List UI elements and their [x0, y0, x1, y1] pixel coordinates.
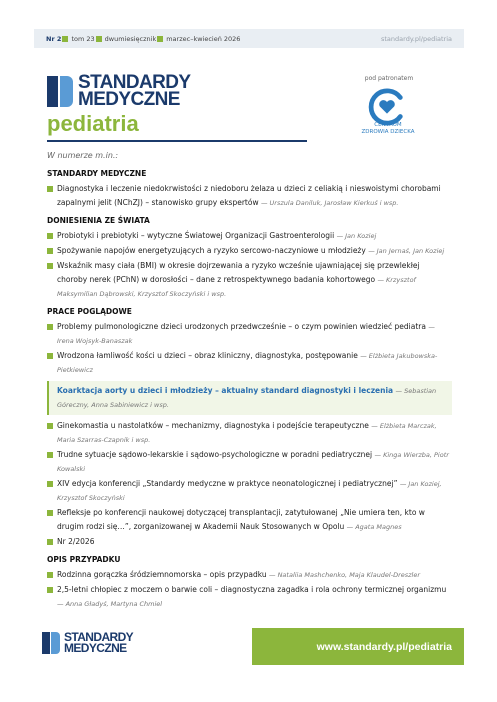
bullet-square-icon [96, 36, 102, 42]
bullet-square-icon [47, 510, 53, 516]
bullet-square-icon [47, 481, 53, 487]
frequency: dwumiesięcznik [104, 34, 157, 43]
patron-label: pod patronatem [364, 75, 414, 82]
bullet-square-icon [47, 423, 53, 429]
footer-logo [42, 632, 133, 654]
list-item[interactable]: Refleksje po konferencji naukowej dotyczącej transplantacji, zatytułowanej „Nie umiera ten, kto w drugim rodzi się…”, zorganizowanej w Akademii Nauk Stosowanych w Opolu — Agata Magnes [47, 506, 452, 534]
bullet-square-icon [47, 452, 53, 458]
bullet-square-icon [47, 233, 53, 239]
list-item[interactable]: XIV edycja konferencji „Standardy medyczne w praktyce neonatologicznej i pediatrycznej” — Jan Koziej, Krzysztof Skoczyński [47, 477, 452, 505]
featured-article[interactable] [47, 381, 452, 415]
standardy-medyczne-logo [47, 74, 190, 108]
table-of-contents [47, 151, 452, 612]
logo-line-1: STANDARDY [78, 72, 191, 93]
list-item[interactable]: Probiotyki i prebiotyki – wytyczne Światowej Organizacji Gastroenterologii — Jan Koziej [47, 229, 452, 243]
footer-url-tail: pediatria [408, 640, 452, 653]
list-item[interactable]: 2,5-letni chłopiec z moczem o barwie coli – diagnostyczna zagadka i rola ochrony termicznej organizmu — Anna Gładyś, Martyna Chmiel [47, 583, 452, 611]
issue-info-bar [34, 29, 464, 48]
section-title: OPIS PRZYPADKU [47, 555, 121, 564]
logo-line-2: MEDYCZNE [78, 89, 180, 110]
footer-url-main: www.standardy.pl/ [316, 640, 409, 653]
bullet-square-icon [47, 353, 53, 359]
list-item[interactable]: Problemy pulmonologiczne dzieci urodzonych przedwcześnie – o czym powinien wiedzieć pediatra — Irena Wojsyk-Banaszak [47, 320, 452, 348]
bullet-square-icon [47, 186, 53, 192]
bullet-square-icon [47, 539, 53, 545]
footer-url-link[interactable] [252, 628, 464, 665]
footer-logo-line-1: STANDARDY [64, 630, 134, 644]
divider [47, 140, 307, 142]
centrum-zdrowia-dziecka-logo-icon [368, 88, 406, 126]
bullet-square-icon [47, 248, 53, 254]
section-title: PRACE POGLĄDOWE [47, 307, 132, 316]
list-item[interactable]: Nr 2/2026 [47, 535, 452, 549]
bullet-square-icon [47, 572, 53, 578]
logo-text [78, 74, 190, 108]
bullet-square-icon [47, 263, 53, 269]
volume: tom 23 [71, 34, 95, 43]
issue-date: marzec–kwiecień 2026 [166, 34, 241, 43]
bullet-square-icon [47, 587, 53, 593]
featured-authors: — Sebastian Góreczny, Anna Sabiniewicz i wsp. [57, 387, 437, 409]
intro-text: W numerze m.in.: [47, 151, 119, 160]
list-item[interactable]: Diagnostyka i leczenie niedokrwistości z niedoboru żelaza u dzieci z celiakią i nieswoistymi chorobami zapalnymi jelit (NChZJ) – stanowisko grupy ekspertów — Urszula Daniluk, Jarosław Kierkuś i wsp. [47, 182, 452, 210]
journal-name: pediatria [47, 111, 139, 136]
featured-title: Koarktacja aorty u dzieci i młodzieży – aktualny standard diagnostyki i leczenia [57, 386, 394, 395]
logo-mark-icon [47, 76, 73, 107]
section-title: DONIESIENIA ZE ŚWIATA [47, 216, 150, 225]
patron-name: CENTRUM ZDROWIA DZIECKA [361, 122, 415, 135]
issue-number: Nr 2 [46, 34, 62, 43]
site-link[interactable]: standardy.pl/pediatria [381, 34, 452, 43]
list-item[interactable]: Wskaźnik masy ciała (BMI) w okresie dojrzewania a ryzyko wcześnie ujawniającej się przewlekłej choroby nerek (PChN) w dorosłości – dane z retrospektywnego badania kohortowego — Krzysztof Maksymilian Dąbrowski, Krzysztof Skoczyński i wsp. [47, 259, 452, 301]
footer-logo-line-2: MEDYCZNE [64, 641, 127, 655]
bullet-square-icon [157, 36, 163, 42]
bullet-square-icon [62, 36, 68, 42]
list-item[interactable]: Trudne sytuacje sądowo-lekarskie i sądowo-psychologiczne w poradni pediatrycznej — Kinga Wierzba, Piotr Kowalski [47, 448, 452, 476]
list-item[interactable]: Spożywanie napojów energetyzujących a ryzyko sercowo-naczyniowe u młodzieży — Jan Jernaś, Jan Koziej [47, 244, 452, 258]
logo-mark-icon [42, 632, 60, 654]
list-item[interactable]: Wrodzona łamliwość kości u dzieci – obraz kliniczny, diagnostyka, postępowanie — Elżbieta Jakubowska-Pietkiewicz [47, 349, 452, 377]
list-item[interactable]: Ginekomastia u nastolatków – mechanizmy, diagnostyka i podejście terapeutyczne — Elżbieta Marczak, Maria Szarras-Czapnik i wsp. [47, 419, 452, 447]
list-item[interactable]: Rodzinna gorączka śródziemnomorska – opis przypadku — Nataliia Mashchenko, Maja Klaudel-Dreszler [47, 568, 452, 582]
bullet-square-icon [47, 324, 53, 330]
section-title: STANDARDY MEDYCZNE [47, 169, 147, 178]
